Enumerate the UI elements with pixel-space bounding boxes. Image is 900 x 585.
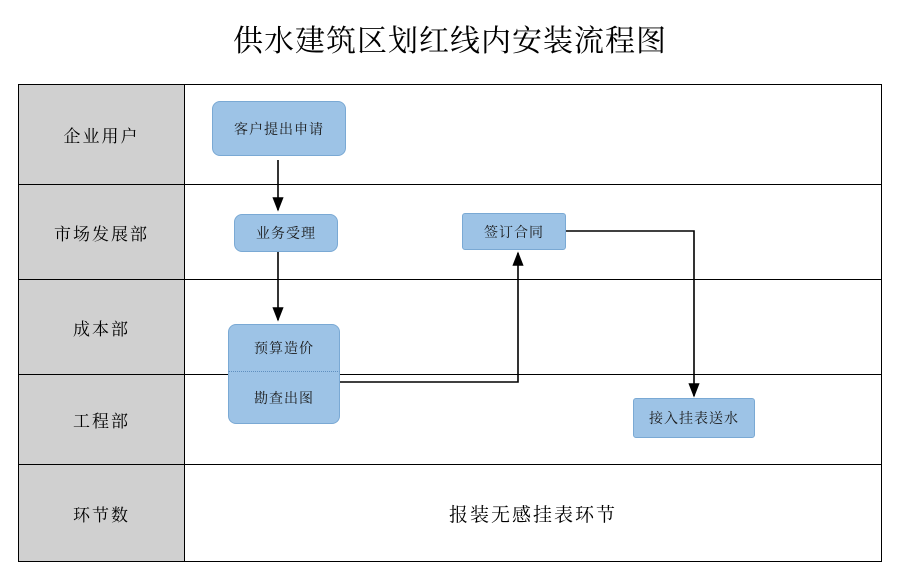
node-sign-contract-label: 签订合同 xyxy=(484,225,544,241)
node-connect-meter-water-label: 接入挂表送水 xyxy=(649,412,739,427)
row-label-step-count: 环节数 xyxy=(19,465,185,561)
node-budget-cost-label: 预算造价 xyxy=(254,342,314,357)
page-title: 供水建筑区划红线内安装流程图 xyxy=(233,25,667,58)
node-connect-meter-water[interactable] xyxy=(633,398,755,438)
node-business-acceptance[interactable] xyxy=(234,214,338,252)
row-label-cost-dept: 成本部 xyxy=(19,280,185,374)
row-label-engineering-dept: 工程部 xyxy=(19,375,185,464)
node-customer-apply[interactable] xyxy=(212,101,346,156)
swimlane-row xyxy=(19,185,881,280)
row-label-enterprise-user: 企业用户 xyxy=(19,85,185,184)
node-business-acceptance-label: 业务受理 xyxy=(256,227,316,242)
row-label-market-dev: 市场发展部 xyxy=(19,185,185,279)
swimlane-row xyxy=(19,465,881,561)
node-sign-contract[interactable] xyxy=(462,213,566,250)
flowchart-grid xyxy=(18,84,882,562)
step-count-text: 报装无感挂表环节 xyxy=(448,504,617,526)
node-survey-drawing[interactable] xyxy=(228,372,340,424)
swimlane-row xyxy=(19,85,881,185)
node-customer-apply-label: 客户提出申请 xyxy=(234,122,324,138)
swimlane-row xyxy=(19,280,881,375)
node-budget-cost[interactable] xyxy=(228,324,340,372)
row-body-step-count xyxy=(185,465,881,561)
node-survey-drawing-label: 勘查出图 xyxy=(254,391,314,407)
